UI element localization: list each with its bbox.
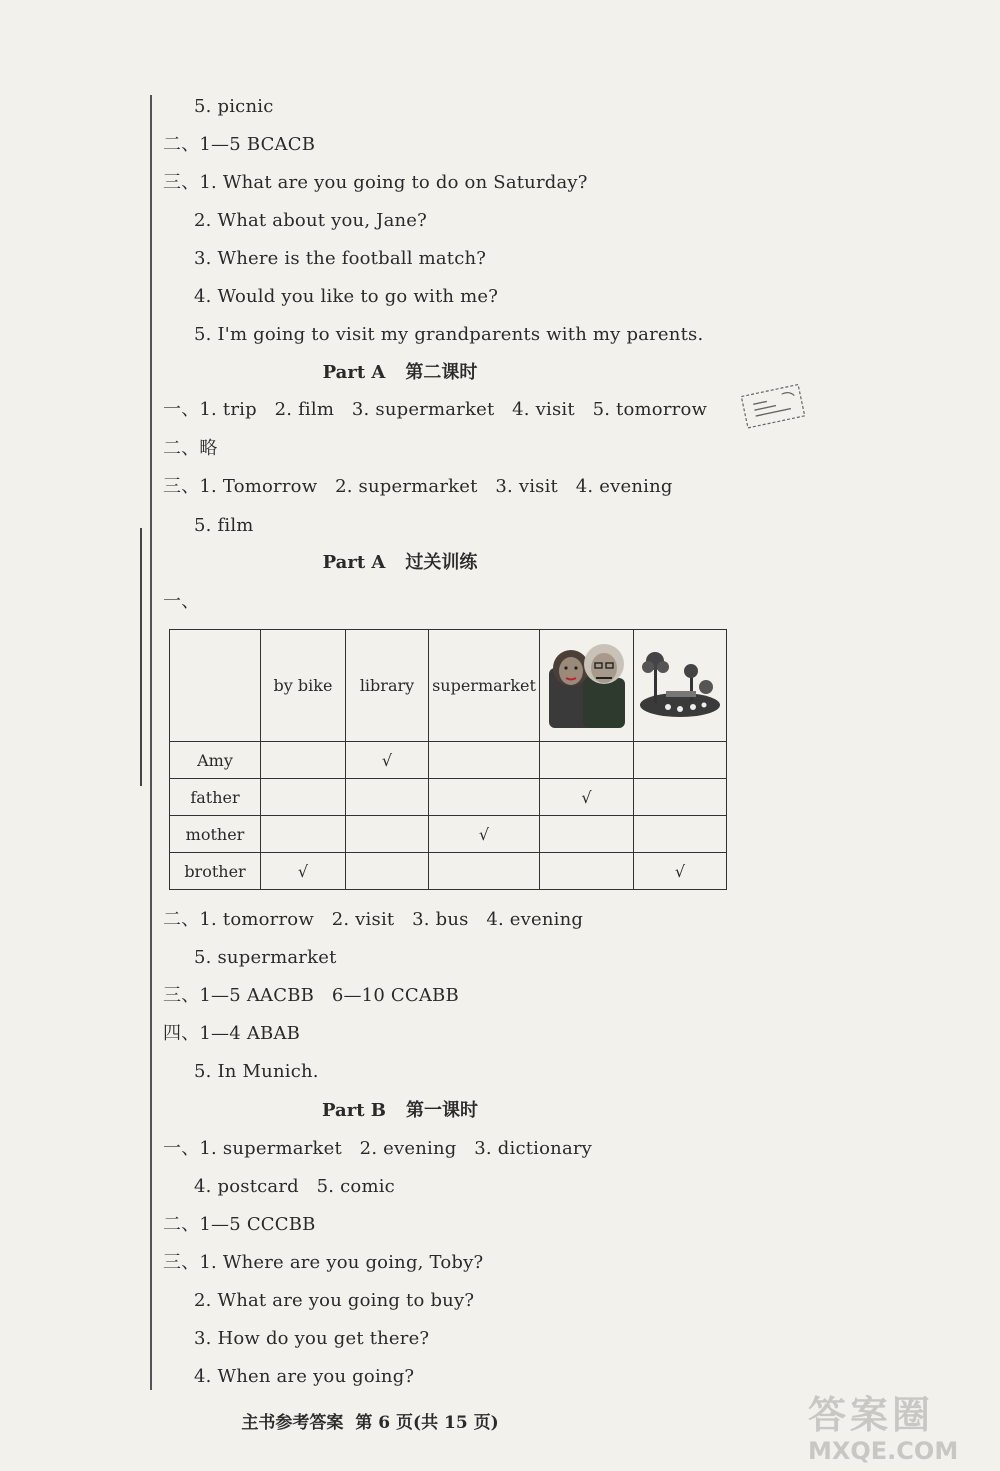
section-part: Part A <box>322 362 386 383</box>
check-cell <box>634 779 727 816</box>
answer-line: 三、1. Where are you going, Toby? <box>163 1252 484 1273</box>
check-cell: √ <box>346 742 429 779</box>
stamp-icon <box>740 382 808 430</box>
check-cell <box>261 779 346 816</box>
row-name: father <box>170 779 261 816</box>
check-cell: √ <box>429 816 540 853</box>
header-cell-grandparents <box>540 630 634 742</box>
check-cell <box>540 742 634 779</box>
answer-line: 5. In Munich. <box>194 1061 319 1082</box>
footer-book-label: 主书参考答案 <box>241 1413 344 1433</box>
watermark-logo <box>808 1393 958 1465</box>
check-cell: √ <box>634 853 727 890</box>
table-row <box>170 742 727 779</box>
section-title: 第一课时 <box>406 1100 478 1121</box>
section-heading-part-b-lesson1 <box>0 1099 800 1123</box>
section-part: Part B <box>322 1100 386 1121</box>
section-part: Part A <box>322 552 386 573</box>
table-row <box>170 779 727 816</box>
footer-page-number: 第 6 页(共 15 页) <box>355 1413 499 1433</box>
answer-line: 5. picnic <box>194 96 274 117</box>
table-row <box>170 853 727 890</box>
check-cell <box>261 742 346 779</box>
answer-line: 5. I'm going to visit my grandparents with my parents. <box>194 324 704 345</box>
check-cell <box>634 816 727 853</box>
answer-line: 二、略 <box>163 437 218 459</box>
header-cell-park <box>634 630 727 742</box>
section-heading-part-a-training <box>0 551 800 575</box>
answer-line: 二、1—5 BCACB <box>163 134 316 155</box>
answer-line: 二、1. tomorrow 2. visit 3. bus 4. evening <box>163 909 584 930</box>
answer-line: 二、1—5 CCCBB <box>163 1214 316 1235</box>
row-name: brother <box>170 853 261 890</box>
answer-line: 2. What are you going to buy? <box>194 1290 475 1311</box>
answer-line: 2. What about you, Jane? <box>194 210 427 231</box>
answer-line: 4. Would you like to go with me? <box>194 286 499 307</box>
park-icon <box>638 649 722 719</box>
answer-line: 4. postcard 5. comic <box>194 1176 395 1197</box>
table-row <box>170 816 727 853</box>
check-cell <box>429 742 540 779</box>
section-title: 过关训练 <box>405 552 478 573</box>
check-cell: √ <box>261 853 346 890</box>
check-cell <box>346 779 429 816</box>
answer-line: 5. film <box>194 514 254 536</box>
question-label: 一、 <box>163 591 200 612</box>
watermark-title: 答案圈 <box>808 1393 935 1437</box>
header-cell-by-bike: by bike <box>261 630 346 742</box>
header-cell-supermarket: supermarket <box>429 630 540 742</box>
check-cell <box>540 816 634 853</box>
answer-line: 三、1—5 AACBB 6—10 CCABB <box>163 985 459 1006</box>
header-cell-blank <box>170 630 261 742</box>
table-header-row <box>170 630 727 742</box>
section-title: 第二课时 <box>405 362 478 383</box>
check-cell: √ <box>540 779 634 816</box>
header-cell-library: library <box>346 630 429 742</box>
answer-line: 5. supermarket <box>194 947 337 968</box>
answer-line: 一、1. supermarket 2. evening 3. dictionary <box>163 1138 593 1159</box>
check-cell <box>346 853 429 890</box>
section-heading-part-a-lesson2 <box>0 361 800 385</box>
left-margin-rule <box>150 95 152 1390</box>
check-cell <box>429 853 540 890</box>
check-cell <box>261 816 346 853</box>
answer-line: 四、1—4 ABAB <box>163 1023 301 1044</box>
check-cell <box>346 816 429 853</box>
grandparents-icon <box>547 638 627 730</box>
page-footer <box>0 1408 740 1433</box>
row-name: mother <box>170 816 261 853</box>
answer-line: 3. How do you get there? <box>194 1328 430 1349</box>
answer-line: 三、1. Tomorrow 2. supermarket 3. visit 4. evening <box>163 476 673 497</box>
answer-line: 4. When are you going? <box>194 1366 415 1387</box>
answer-line: 三、1. What are you going to do on Saturday? <box>163 172 588 193</box>
answer-line: 一、1. trip 2. film 3. supermarket 4. visit 5. tomorrow <box>163 399 708 420</box>
check-cell <box>429 779 540 816</box>
row-name: Amy <box>170 742 261 779</box>
check-cell <box>540 853 634 890</box>
watermark-url: MXQE.COM <box>808 1437 959 1465</box>
answer-table <box>169 629 727 890</box>
answer-line: 3. Where is the football match? <box>194 248 487 269</box>
check-cell <box>634 742 727 779</box>
